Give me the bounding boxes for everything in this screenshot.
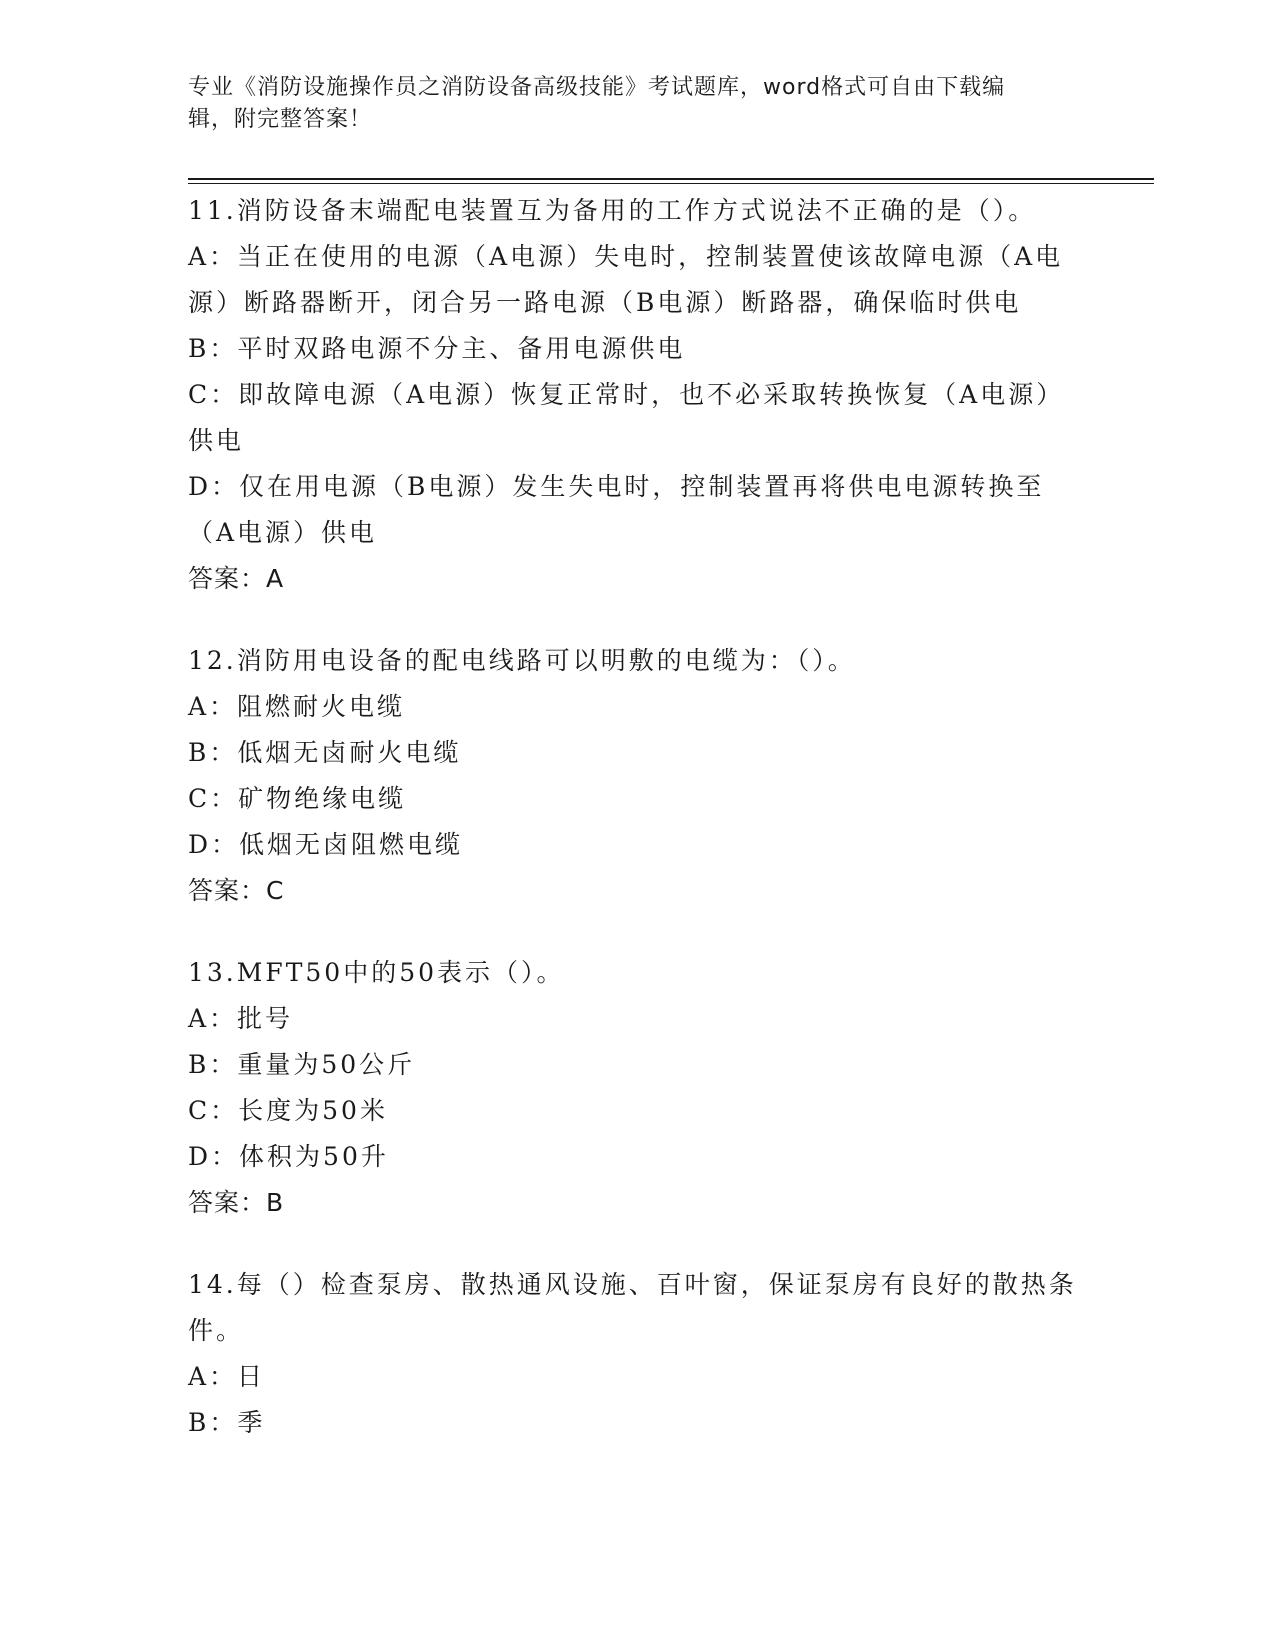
header-line-1: 专业《消防设施操作员之消防设备高级技能》考试题库，word格式可自由下载编 [188, 75, 1006, 100]
question-stem: 13.MFT50中的50表示（）。 [188, 958, 565, 987]
question-stem: 12.消防用电设备的配电线路可以明敷的电缆为：（）。 [188, 646, 856, 675]
question-list [188, 188, 1088, 1482]
header-divider-thick [188, 178, 1154, 180]
option-b: B：低烟无卤耐火电缆 [188, 738, 462, 767]
option-c: C：矿物绝缘电缆 [188, 784, 407, 813]
option-d: D：体积为50升 [188, 1142, 389, 1171]
option-c: C：长度为50米 [188, 1096, 388, 1125]
header-line-2: 辑，附完整答案！ [188, 107, 373, 132]
question-stem: 11.消防设备末端配电装置互为备用的工作方式说法不正确的是（）。 [188, 196, 1037, 225]
answer: 答案：B [188, 1188, 285, 1217]
option-b: B：重量为50公斤 [188, 1050, 416, 1079]
question-14 [188, 1262, 1088, 1446]
option-c: C：即故障电源（A电源）恢复正常时，也不必采取转换恢复（A电源）供电 [188, 380, 1065, 455]
answer: 答案：C [188, 876, 285, 905]
answer: 答案：A [188, 564, 285, 593]
option-d: D：低烟无卤阻燃电缆 [188, 830, 464, 859]
option-a: A：阻燃耐火电缆 [188, 692, 406, 721]
question-11 [188, 188, 1088, 602]
option-a: A：日 [188, 1362, 266, 1391]
header-divider-thin [188, 183, 1154, 184]
question-12 [188, 638, 1088, 914]
option-d: D：仅在用电源（B电源）发生失电时，控制装置再将供电电源转换至（A电源）供电 [188, 472, 1045, 547]
option-a: A：批号 [188, 1004, 294, 1033]
option-b: B：平时双路电源不分主、备用电源供电 [188, 334, 686, 363]
option-b: B：季 [188, 1408, 266, 1437]
document-header [188, 72, 1068, 136]
question-stem: 14.每（）检查泵房、散热通风设施、百叶窗，保证泵房有良好的散热条件。 [188, 1270, 1077, 1345]
question-13 [188, 950, 1088, 1226]
option-a: A：当正在使用的电源（A电源）失电时，控制装置使该故障电源（A电源）断路器断开，闭合另一路电源（B电源）断路器，确保临时供电 [188, 242, 1064, 317]
